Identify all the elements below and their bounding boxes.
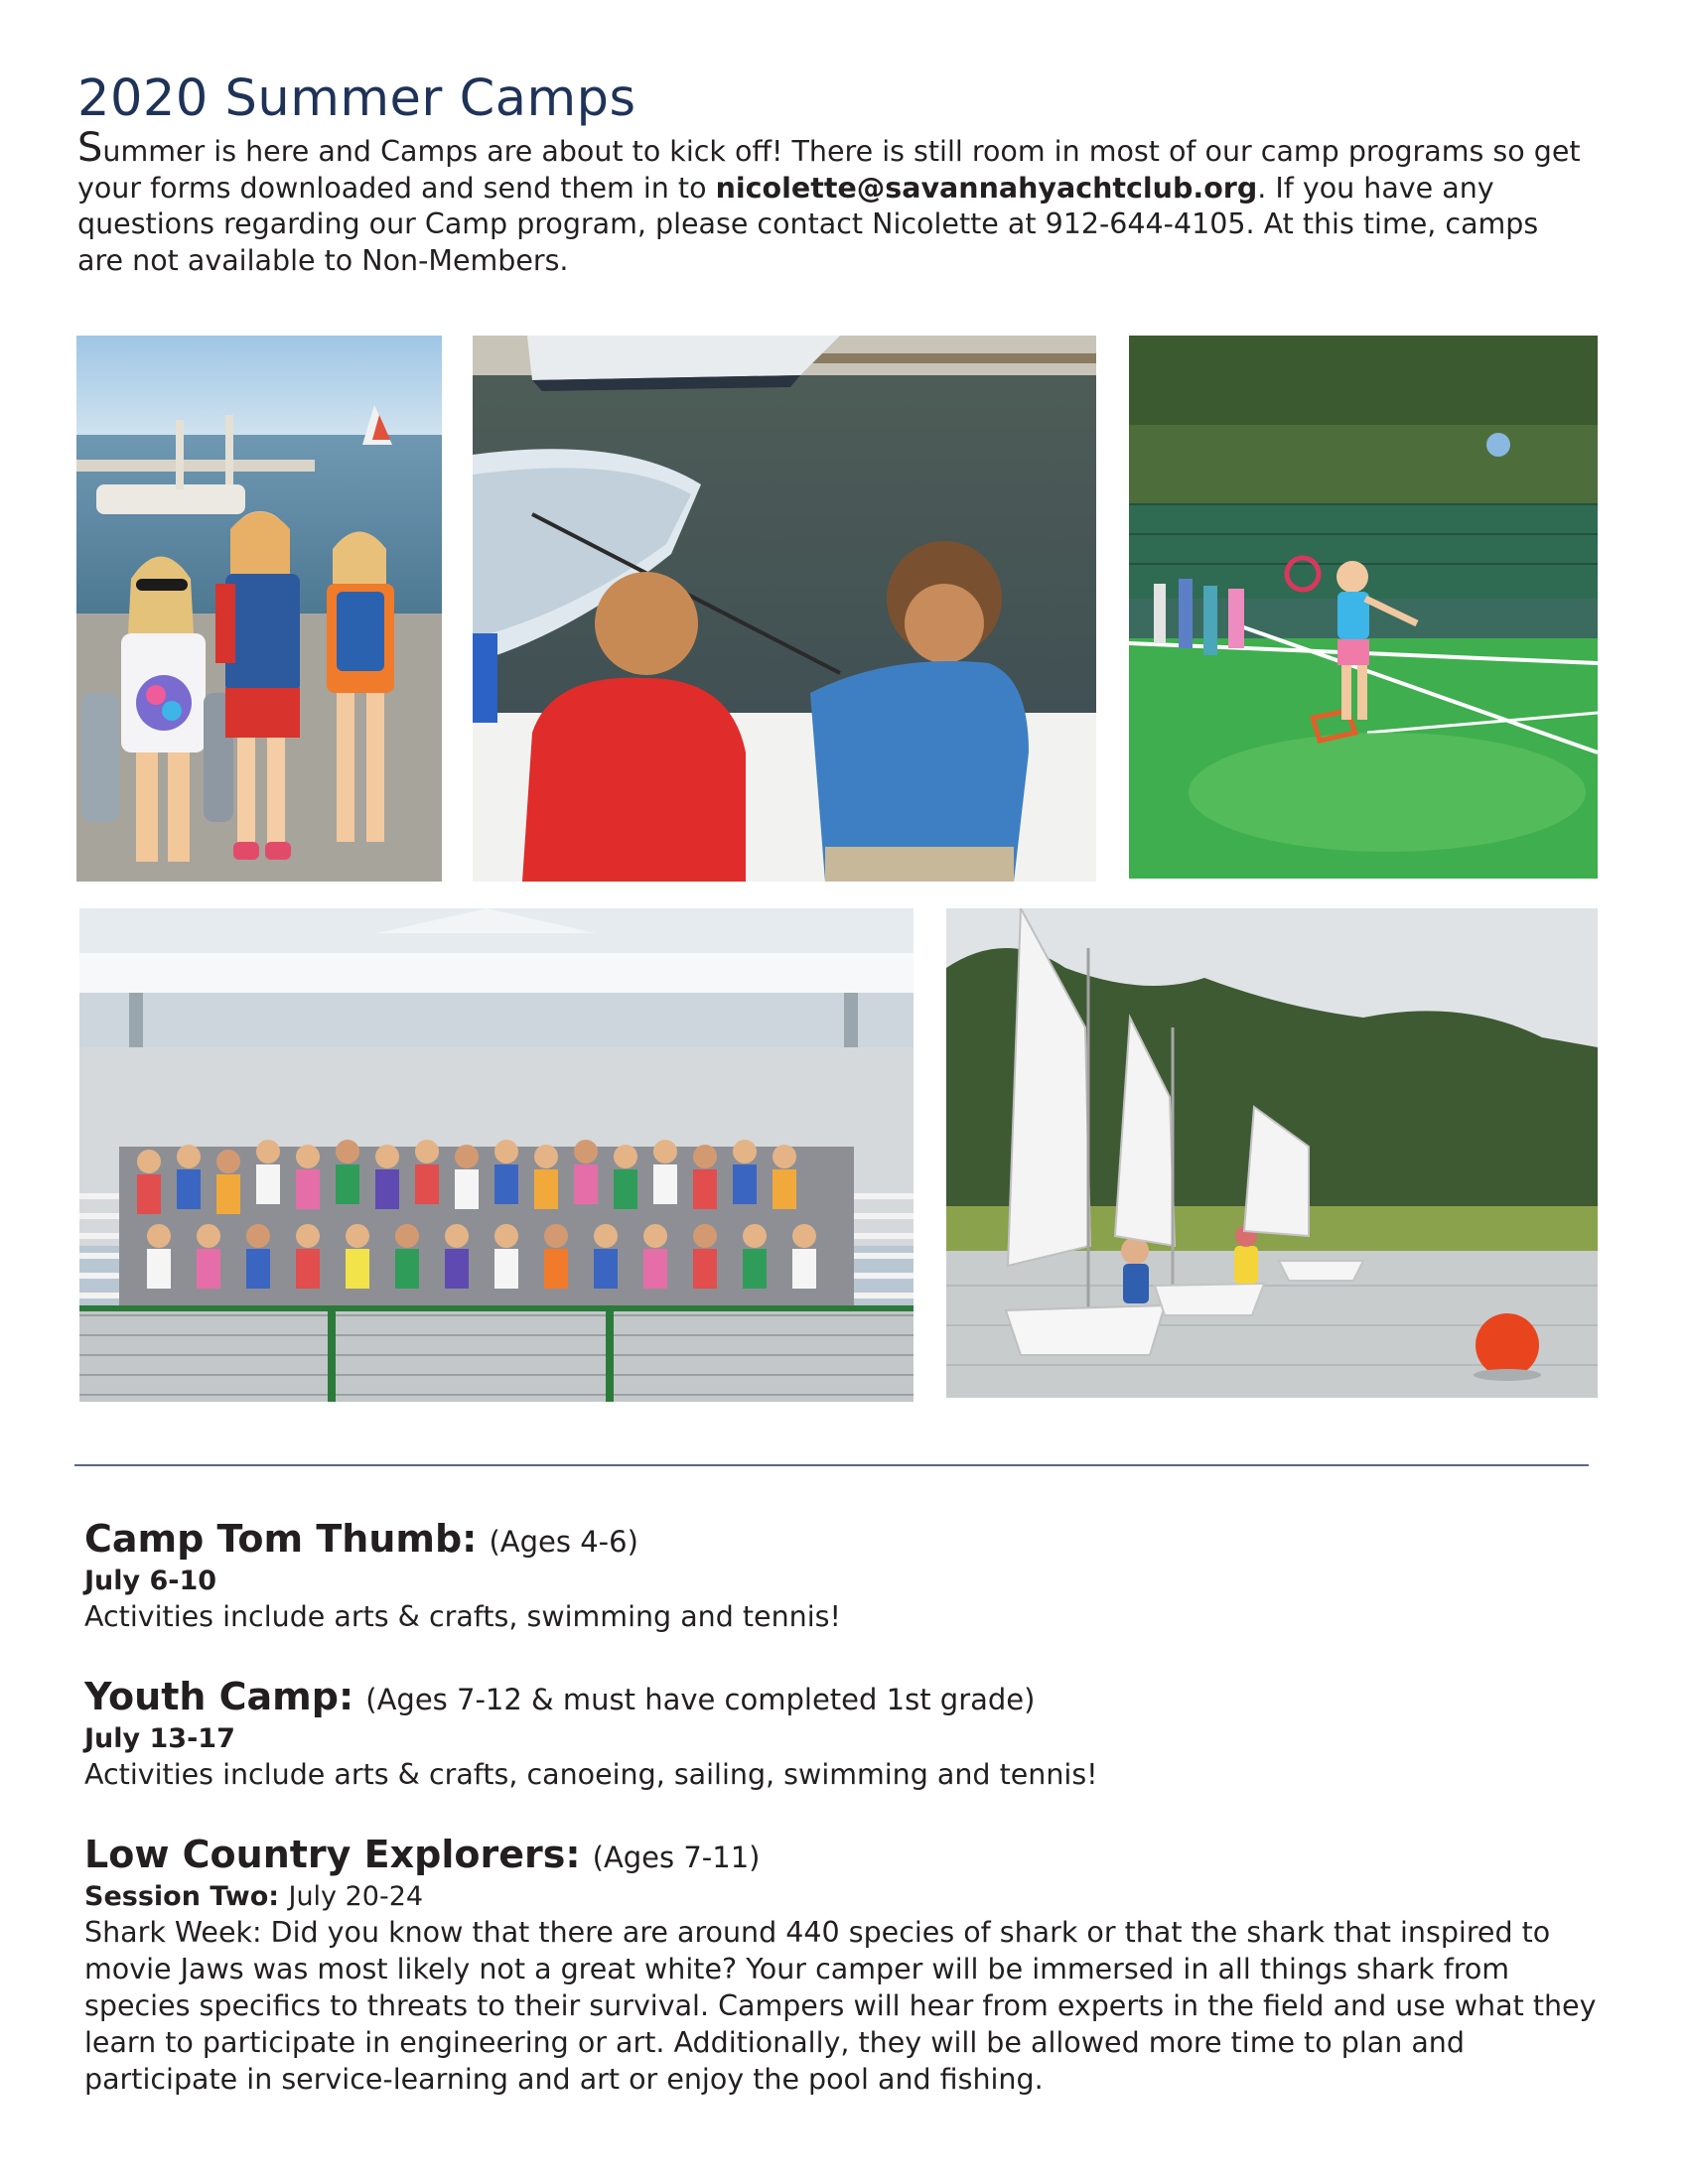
intro-text-start: ummer is here and Camps are about to kick off! There is still room in most of our camp programs so get your forms downloaded and send them in to bbox=[77, 135, 1581, 205]
intro-text-end: . If you have any questions regarding our Camp program, please contact Nicolette at 912-644-4105. At this time, camps are not available to Non-Members. bbox=[77, 171, 1539, 277]
camp-name: Camp Tom Thumb: bbox=[84, 1517, 478, 1561]
intro-dropcap: S bbox=[77, 125, 103, 171]
camp-youth bbox=[84, 1674, 1614, 1793]
camp-ages: (Ages 7-12 & must have completed 1st grade) bbox=[365, 1683, 1036, 1716]
section-divider bbox=[74, 1464, 1589, 1466]
camp-low-country-explorers bbox=[84, 1832, 1614, 2098]
camp-dates-label: July 13-17 bbox=[84, 1723, 235, 1754]
camp-description: Shark Week: Did you know that there are around 440 species of shark or that the shark that inspired to movie Jaws was most likely not a great white? Your camper will be immersed in all things shark from species specifics to threats to their survival. Campers will hear from experts in the field and use what they learn to participate in engineering or art. Additionally, they will be allowed more time to plan and participate in service-learning and art or enjoy the pool and fishing. bbox=[84, 1916, 1597, 2096]
camp-heading bbox=[84, 1516, 1614, 1565]
camp-dates-value: July 20-24 bbox=[288, 1881, 424, 1912]
camp-description: Activities include arts & crafts, canoeing, sailing, swimming and tennis! bbox=[84, 1758, 1098, 1791]
camp-description: Activities include arts & crafts, swimming and tennis! bbox=[84, 1600, 841, 1633]
camp-heading bbox=[84, 1832, 1614, 1880]
photo-boys-on-boat bbox=[473, 336, 1096, 882]
photo-sailboats bbox=[946, 908, 1598, 1398]
camp-dates bbox=[84, 1722, 1614, 1756]
camp-dates-label: Session Two: bbox=[84, 1881, 280, 1912]
contact-email: nicolette@savannahyachtclub.org bbox=[715, 171, 1258, 205]
intro-paragraph bbox=[77, 125, 1587, 279]
camp-name: Low Country Explorers: bbox=[84, 1833, 581, 1876]
camp-dates-label: July 6-10 bbox=[84, 1566, 217, 1596]
photo-tennis-court bbox=[1129, 336, 1598, 879]
camp-ages: (Ages 4-6) bbox=[489, 1525, 638, 1559]
camp-dates bbox=[84, 1880, 1614, 1914]
camp-heading bbox=[84, 1674, 1614, 1722]
camp-ages: (Ages 7-11) bbox=[592, 1841, 761, 1874]
camp-name: Youth Camp: bbox=[84, 1675, 354, 1718]
photo-girls-on-dock bbox=[76, 336, 442, 882]
photo-camp-group bbox=[79, 908, 914, 1402]
page-title: 2020 Summer Camps bbox=[77, 69, 636, 128]
camp-tom-thumb bbox=[84, 1516, 1614, 1635]
camp-dates bbox=[84, 1565, 1614, 1598]
